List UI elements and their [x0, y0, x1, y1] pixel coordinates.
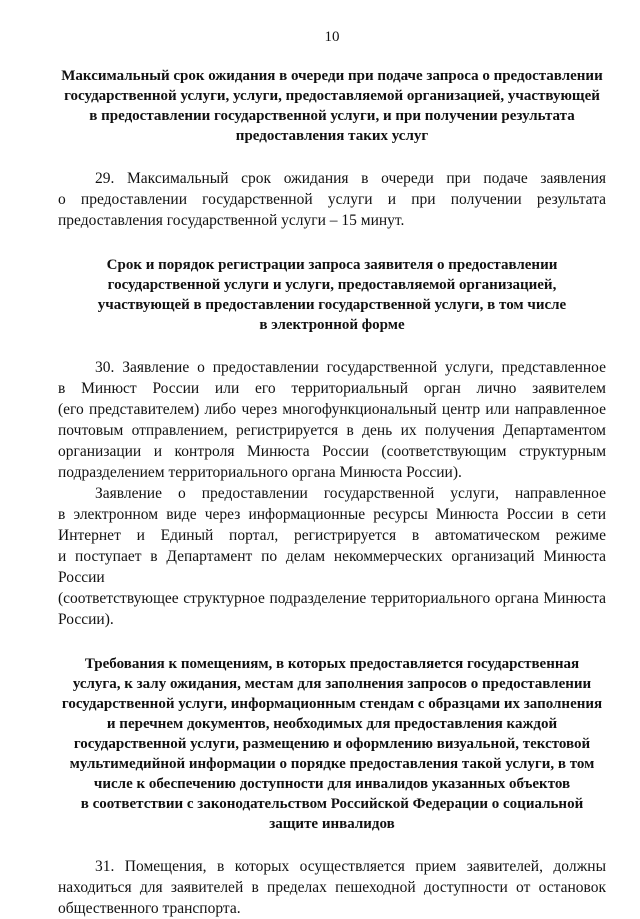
heading-line: защите инвалидов: [269, 816, 395, 832]
heading-line: участвующей в предоставлении государственной услуги, в том числе: [97, 297, 567, 313]
paragraph-line: общественного транспорта.: [58, 900, 241, 917]
heading-line: в электронной форме: [259, 317, 405, 333]
heading-line: в предоставлении государственной услуги, и при получении результата: [89, 108, 575, 124]
paragraph-line: (соответствующее структурное подразделение территориального органа Минюста: [58, 590, 606, 607]
heading-line: Требования к помещениям, в которых предоставляется государственная: [84, 656, 580, 672]
paragraph-30: [58, 357, 606, 483]
heading-line: и перечнем документов, необходимых для предоставления каждой: [106, 716, 558, 732]
heading-line: государственной услуги и услуги, предоставляемой организацией,: [107, 277, 557, 293]
section-heading-premises-requirements: [58, 654, 606, 834]
paragraph-line: в электронном виде через информационные ресурсы Минюста России в сети: [58, 506, 606, 523]
section-heading-registration: [58, 255, 606, 335]
paragraph-line: Интернет и Единый портал, регистрируется в автоматическом режиме: [58, 527, 606, 544]
heading-line: мультимедийной информации о порядке предоставления такой услуги, в том: [69, 756, 595, 772]
paragraph-29: [58, 168, 606, 231]
heading-line: государственной услуги, размещению и оформлению визуальной, текстовой: [73, 736, 591, 752]
paragraph-line: почтовым отправлением, регистрируется в день их получения Департаментом: [58, 422, 606, 439]
paragraph-line: 30. Заявление о предоставлении государственной услуги, представленное: [95, 359, 606, 376]
paragraph-line: 29. Максимальный срок ожидания в очереди при подаче заявления: [95, 170, 606, 187]
heading-line: услуга, к залу ожидания, местам для заполнения запросов о предоставлении: [72, 676, 592, 692]
section-heading-waiting-time: [58, 66, 606, 146]
paragraph-line: 31. Помещения, в которых осуществляется прием заявителей, должны: [95, 858, 606, 875]
heading-line: предоставления таких услуг: [235, 128, 429, 144]
paragraph-line: предоставления государственной услуги – 15 минут.: [58, 212, 405, 229]
page-number: 10: [324, 29, 340, 45]
heading-line: числе к обеспечению доступности для инвалидов указанных объектов: [93, 776, 571, 792]
paragraph-line: организации и контроля Минюста России (соответствующим структурным: [58, 443, 606, 460]
heading-line: в соответствии с законодательством Российской Федерации о социальной: [80, 796, 584, 812]
paragraph-line: подразделением территориального органа Минюста России).: [58, 464, 462, 481]
heading-line: Максимальный срок ожидания в очереди при подаче запроса о предоставлении: [61, 68, 603, 84]
heading-line: государственной услуги, информационным стендам с образцами их заполнения: [61, 696, 603, 712]
heading-line: Срок и порядок регистрации запроса заявителя о предоставлении: [106, 257, 558, 273]
paragraph-31: [58, 856, 606, 919]
paragraph-line: в Минюст России или его территориальный орган лично заявителем: [58, 380, 606, 397]
paragraph-line: находиться для заявителей в пределах пешеходной доступности от остановок: [58, 879, 606, 896]
paragraph-line: о предоставлении государственной услуги и при получении результата: [58, 191, 606, 208]
paragraph-line: (его представителем) либо через многофункциональный центр или направленное: [58, 401, 606, 418]
paragraph-line: России).: [58, 611, 114, 628]
paragraph-30-electronic: [58, 483, 606, 630]
heading-line: государственной услуги, услуги, предоставляемой организацией, участвующей: [64, 88, 600, 104]
paragraph-line: Заявление о предоставлении государственной услуги, направленное: [95, 485, 606, 502]
paragraph-line: и поступает в Департамент по делам некоммерческих организаций Минюста России: [58, 548, 606, 586]
